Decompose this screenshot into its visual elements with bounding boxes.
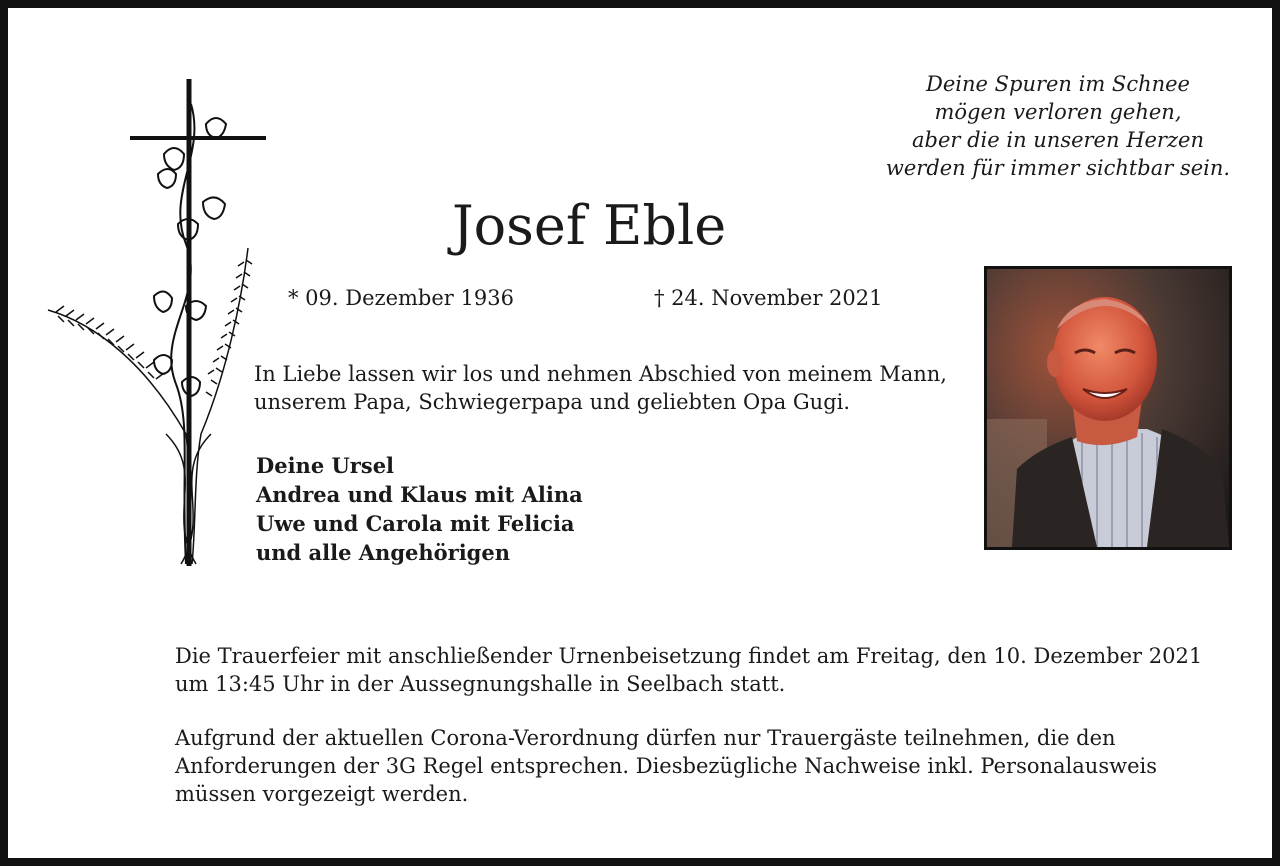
portrait-photo (984, 266, 1232, 550)
birth-date: * 09. Dezember 1936 (288, 286, 514, 310)
family-line: Uwe und Carola mit Felicia (256, 511, 575, 536)
family-line: Andrea und Klaus mit Alina (256, 482, 583, 507)
poem-line: Deine Spuren im Schnee (926, 72, 1190, 96)
notice-line: Aufgrund der aktuellen Corona-Verordnung dürfen nur Trauergäste teilnehmen, die den (175, 726, 1116, 750)
poem-line: aber die in unseren Herzen (911, 128, 1204, 152)
death-date: † 24. November 2021 (654, 286, 883, 310)
notice-line: Die Trauerfeier mit anschließender Urnenbeisetzung findet am Freitag, den 10. Dezember 2021 (175, 644, 1203, 668)
farewell-line: In Liebe lassen wir los und nehmen Abschied von meinem Mann, (254, 362, 947, 386)
cross-with-flowers-icon (46, 74, 276, 574)
portrait-image (987, 269, 1229, 547)
poem-line: werden für immer sichtbar sein. (885, 156, 1231, 180)
family-line: und alle Angehörigen (256, 540, 510, 565)
corona-notice (175, 724, 1157, 808)
deceased-name: Josef Eble (452, 194, 727, 257)
family-line: Deine Ursel (256, 453, 395, 478)
farewell-text (254, 360, 974, 416)
farewell-line: unserem Papa, Schwiegerpapa und geliebten Opa Gugi. (254, 390, 851, 414)
family-list (256, 451, 583, 567)
poem (868, 70, 1248, 182)
notice-line: um 13:45 Uhr in der Aussegnungshalle in Seelbach statt. (175, 672, 786, 696)
notice-line: müssen vorgezeigt werden. (175, 782, 469, 806)
notice-line: Anforderungen der 3G Regel entsprechen. Diesbezügliche Nachweise inkl. Personalausweis (175, 754, 1157, 778)
poem-line: mögen verloren gehen, (934, 100, 1182, 124)
funeral-notice (175, 642, 1202, 698)
